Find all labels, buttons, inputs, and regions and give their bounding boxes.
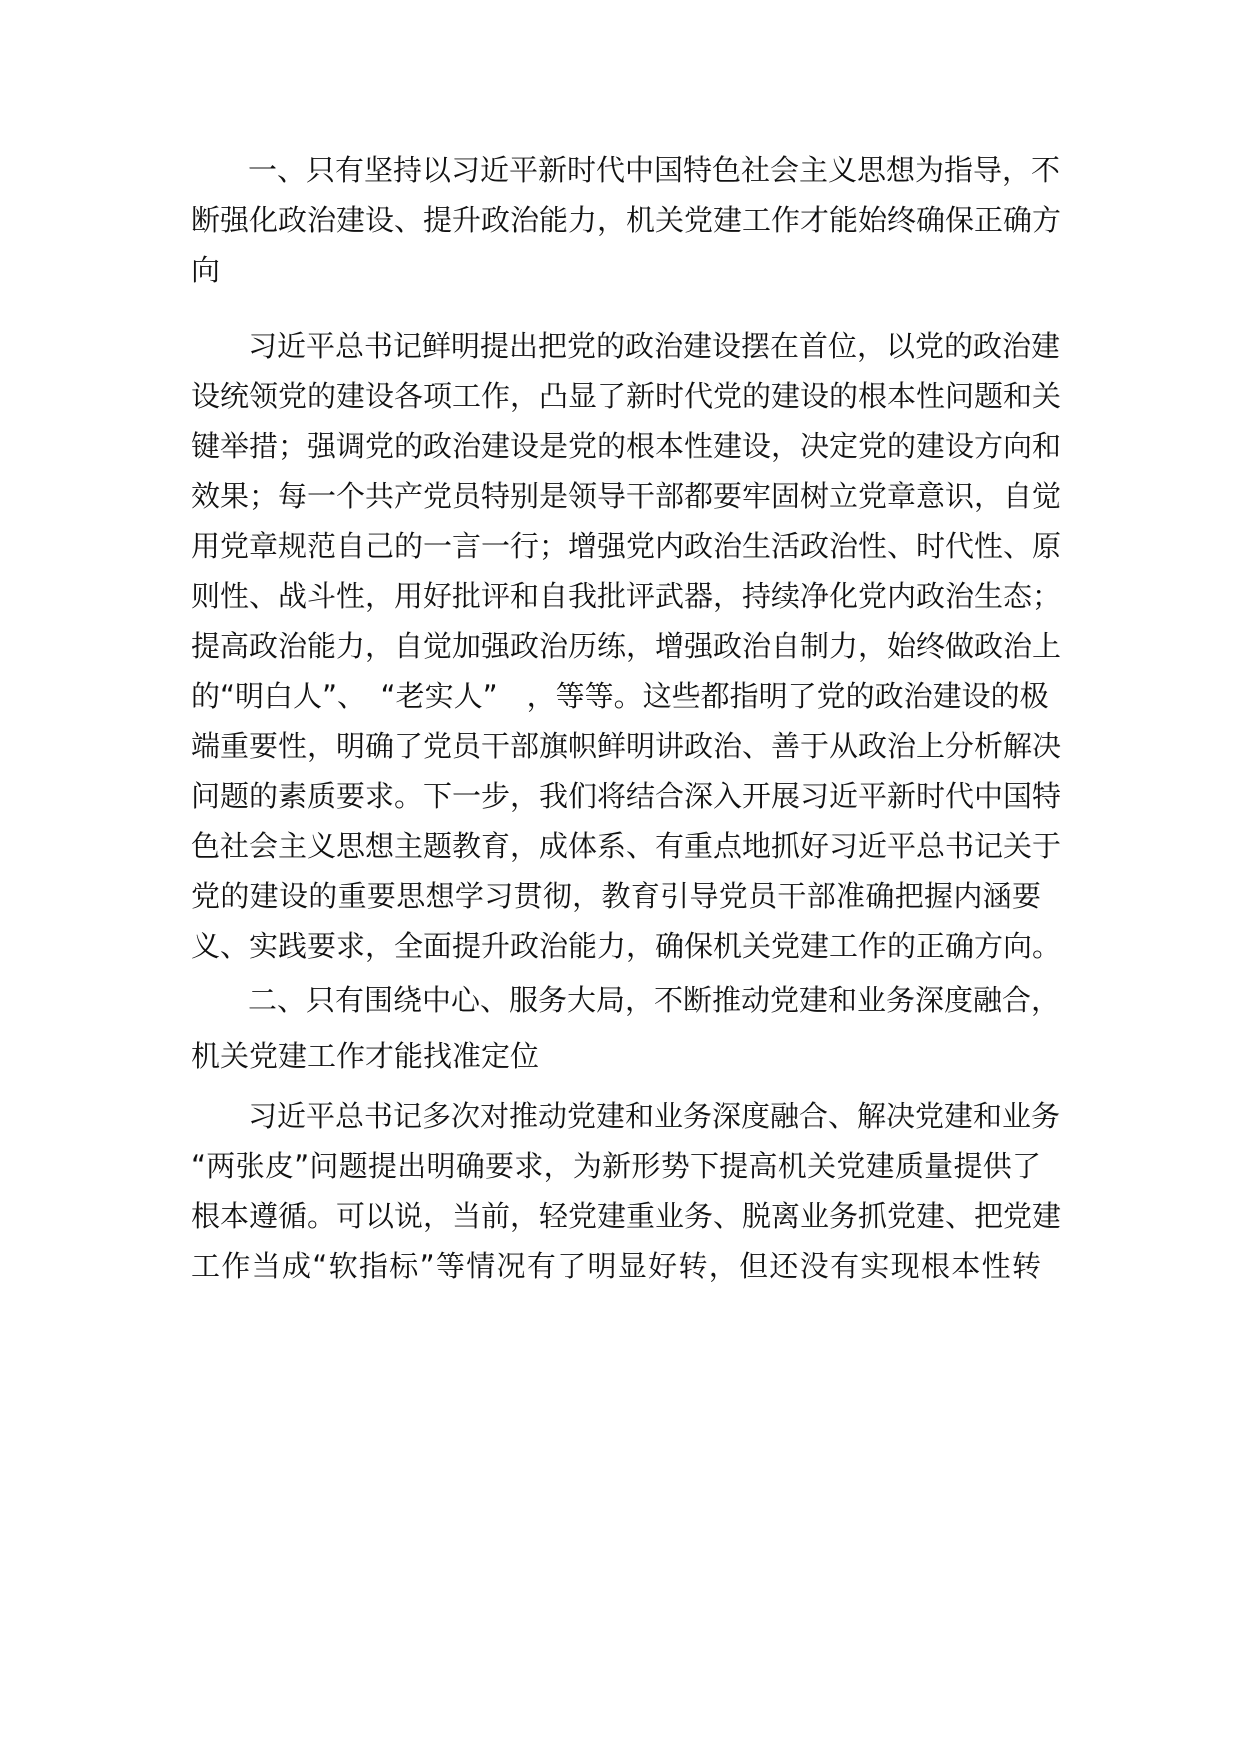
heading-1-line-1: 一、只有坚持以习近平新时代中国特色社会主义思想为指导，不: [248, 153, 1061, 187]
body-2-line-3: 根本遵循。可以说，当前，轻党建重业务、脱离业务抓党建、把党建: [191, 1199, 1062, 1233]
body-1-line-4: 效果；每一个共产党员特别是领导干部都要牢固树立党章意识，自觉: [191, 479, 1062, 513]
body-1-line-6: 则性、战斗性，用好批评和自我批评武器，持续净化党内政治生态；: [191, 579, 1062, 613]
body-1-line-10: 问题的素质要求。下一步，我们将结合深入开展习近平新时代中国特: [191, 779, 1062, 813]
body-1-line-11: 色社会主义思想主题教育，成体系、有重点地抓好习近平总书记关于: [191, 829, 1062, 863]
heading-2-line-2: 机关党建工作才能找准定位: [191, 1039, 540, 1073]
body-1-line-2: 设统领党的建设各项工作，凸显了新时代党的建设的根本性问题和关: [191, 379, 1062, 413]
body-1-line-9: 端重要性，明确了党员干部旗帜鲜明讲政治、善于从政治上分析解决: [191, 729, 1062, 763]
body-2-line-2: “两张皮”问题提出明确要求，为新形势下提高机关党建质量提供了: [191, 1149, 1041, 1183]
body-1-line-8: 的“明白人”、 “老实人” ，等等。这些都指明了党的政治建设的极: [191, 679, 1049, 713]
heading-2-line-1: 二、只有围绕中心、服务大局，不断推动党建和业务深度融合，: [248, 983, 1061, 1017]
heading-1-line-3: 向: [191, 253, 221, 287]
body-1-line-1: 习近平总书记鲜明提出把党的政治建设摆在首位，以党的政治建: [248, 329, 1061, 363]
heading-1-line-2: 断强化政治建设、提升政治能力，机关党建工作才能始终确保正确方: [191, 203, 1062, 237]
body-1-line-12: 党的建设的重要思想学习贯彻，教育引导党员干部准确把握内涵要: [191, 879, 1041, 913]
body-1-line-3: 键举措；强调党的政治建设是党的根本性建设，决定党的建设方向和: [191, 429, 1062, 463]
body-2-line-4: 工作当成“软指标”等情况有了明显好转，但还没有实现根本性转: [191, 1249, 1041, 1283]
body-2-line-1: 习近平总书记多次对推动党建和业务深度融合、解决党建和业务: [248, 1099, 1061, 1133]
body-1-line-13: 义、实践要求，全面提升政治能力，确保机关党建工作的正确方向。: [191, 929, 1062, 963]
body-1-line-5: 用党章规范自己的一言一行；增强党内政治生活政治性、时代性、原: [191, 529, 1062, 563]
body-1-line-7: 提高政治能力，自觉加强政治历练，增强政治自制力，始终做政治上: [191, 629, 1062, 663]
